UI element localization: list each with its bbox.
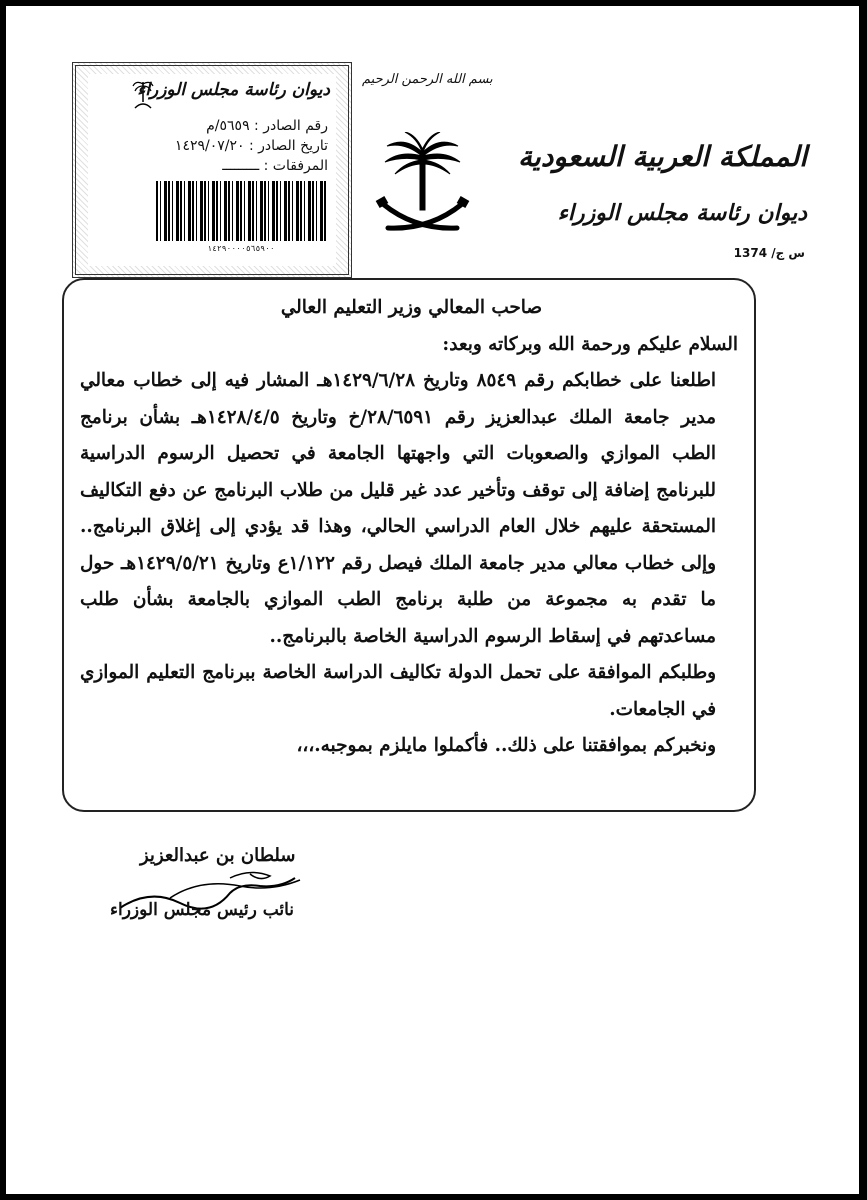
kingdom-title: المملكة العربية السعودية — [518, 140, 807, 173]
diwan-title: ديوان رئاسة مجلس الوزراء — [557, 200, 807, 226]
page-border-top — [0, 0, 867, 6]
letter-frame — [62, 278, 756, 812]
signer-title: نائب رئيس مجلس الوزراء — [110, 900, 295, 920]
barcode — [156, 181, 326, 241]
paragraph-2: وطلبكم الموافقة على تحمل الدولة تكاليف الدراسة الخاصة ببرنامج التعليم الموازي في الجامعات. — [80, 662, 716, 720]
signer-name: سلطان بن عبدالعزيز — [140, 845, 296, 866]
page-border-left — [0, 0, 6, 1200]
issue-number: رقم الصادر : ٥٦٥٩/م — [206, 118, 328, 134]
registry-stamp — [72, 62, 352, 278]
letter-body — [80, 290, 742, 765]
addressee: صاحب المعالي وزير التعليم العالي — [280, 297, 542, 318]
issue-date: تاريخ الصادر : ١٤٢٩/٠٧/٢٠ — [174, 138, 328, 154]
bismillah: بسم الله الرحمن الرحيم — [362, 72, 493, 87]
page-border-right — [859, 0, 867, 1200]
barcode-number: ١٤٢٩٠٠٠٠٥٦٥٩٠٠ — [207, 244, 275, 253]
saudi-emblem-icon — [375, 132, 470, 240]
document-code: س ج/ 1374 — [733, 246, 805, 260]
paragraph-1: اطلعنا على خطابكم رقم ٨٥٤٩ وتاريخ ١٤٢٩/٦/٢٨هـ المشار فيه إلى خطاب معالي مدير جامعة الملك عبدالعزيز رقم ٢٨/٦٥٩١/خ وتاريخ ١٤٢٨/٤/٥هـ بشأن برنامج الطب الموازي والصعوبات التي واجهتها الجامعة في تحصيل الرسوم الدراسية للبرنامج إضافة إلى توقف وتأخير عدد غير قليل من طلاب البرنامج عن دفع التكاليف المستحقة عليهم خلال العام الدراسي الحالي، وهذا قد يؤدي إلى إغلاق البرنامج.. وإلى خطاب معالي مدير جامعة الملك فيصل رقم ١/١٢٢ع وتاريخ ١٤٢٩/٥/٢١هـ حول ما تقدم به مجموعة من طلبة برنامج الطب الموازي بالجامعة بشأن طلب مساعدتهم في إسقاط الرسوم الدراسية الخاصة بالبرنامج.. — [80, 370, 716, 647]
stamp-title: ديوان رئاسة مجلس الوزراء — [137, 80, 330, 100]
page-border-bottom — [0, 1194, 867, 1200]
attachments: المرفقات : ـــــــــ — [222, 158, 328, 174]
paragraph-3: ونخبركم بموافقتنا على ذلك.. فأكملوا مايلزم بموجبه.،،، — [296, 735, 716, 756]
greeting: السلام عليكم ورحمة الله وبركاته وبعد: — [442, 333, 738, 355]
